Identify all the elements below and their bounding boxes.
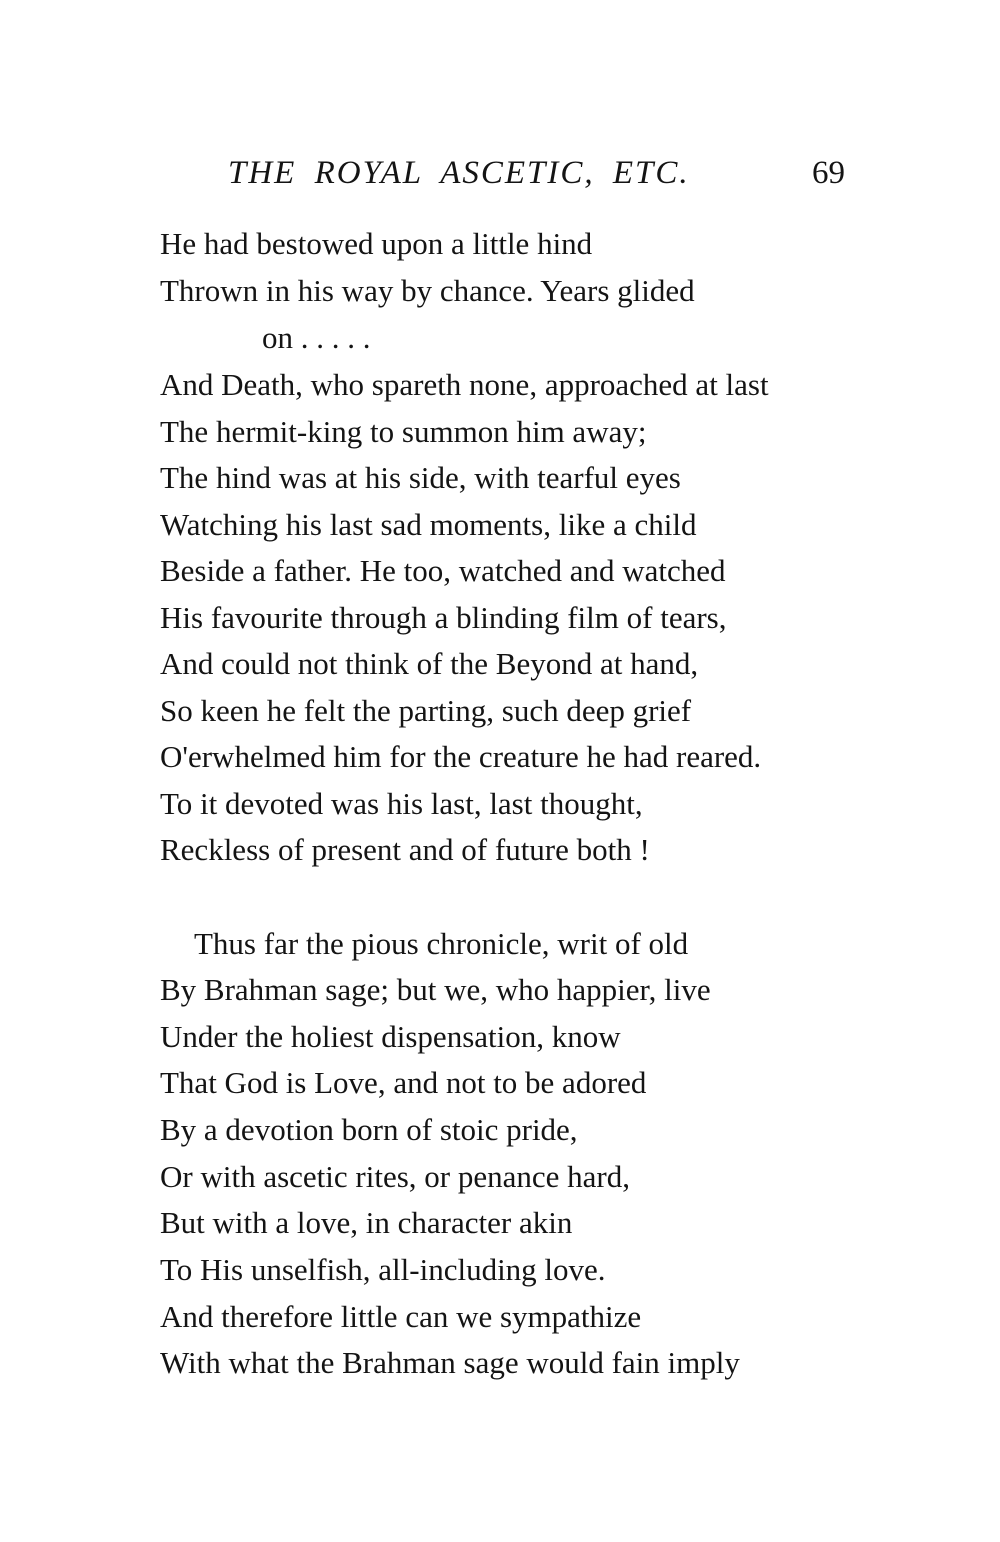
running-head	[228, 148, 848, 198]
verse-line: The hermit-king to summon him away;	[160, 414, 647, 449]
verse-line: Under the holiest dispensation, know	[160, 1019, 621, 1054]
verse-line: And therefore little can we sympathize	[160, 1299, 642, 1334]
verse-line: Beside a father. He too, watched and watched	[160, 553, 726, 588]
verse-line: Thrown in his way by chance. Years glided	[160, 273, 695, 308]
verse-line: That God is Love, and not to be adored	[160, 1065, 647, 1100]
verse-line: Reckless of present and of future both !	[160, 832, 650, 867]
verse-line: To His unselfish, all-including love.	[160, 1252, 606, 1287]
verse-line: He had bestowed upon a little hind	[160, 226, 593, 261]
page-number: 69	[812, 155, 845, 191]
running-title: THE ROYAL ASCETIC, ETC.	[228, 155, 690, 191]
verse-line-continuation: on . . . . .	[262, 320, 371, 355]
verse-line: Thus far the pious chronicle, writ of old	[194, 926, 689, 961]
verse-line: By Brahman sage; but we, who happier, live	[160, 972, 711, 1007]
verse-line: The hind was at his side, with tearful eyes	[160, 460, 681, 495]
verse-line: And Death, who spareth none, approached at last	[160, 367, 769, 402]
verse-line: By a devotion born of stoic pride,	[160, 1112, 578, 1147]
verse-line: Watching his last sad moments, like a child	[160, 507, 697, 542]
verse-line: To it devoted was his last, last thought,	[160, 786, 643, 821]
verse-line: But with a love, in character akin	[160, 1205, 573, 1240]
verse-line: So keen he felt the parting, such deep grief	[160, 693, 692, 728]
verse-line: And could not think of the Beyond at hand,	[160, 646, 699, 681]
verse-line: Or with ascetic rites, or penance hard,	[160, 1159, 630, 1194]
verse-line: O'erwhelmed him for the creature he had reared.	[160, 739, 762, 774]
verse-line: With what the Brahman sage would fain imply	[160, 1345, 740, 1380]
verse-line: His favourite through a blinding film of tears,	[160, 600, 727, 635]
